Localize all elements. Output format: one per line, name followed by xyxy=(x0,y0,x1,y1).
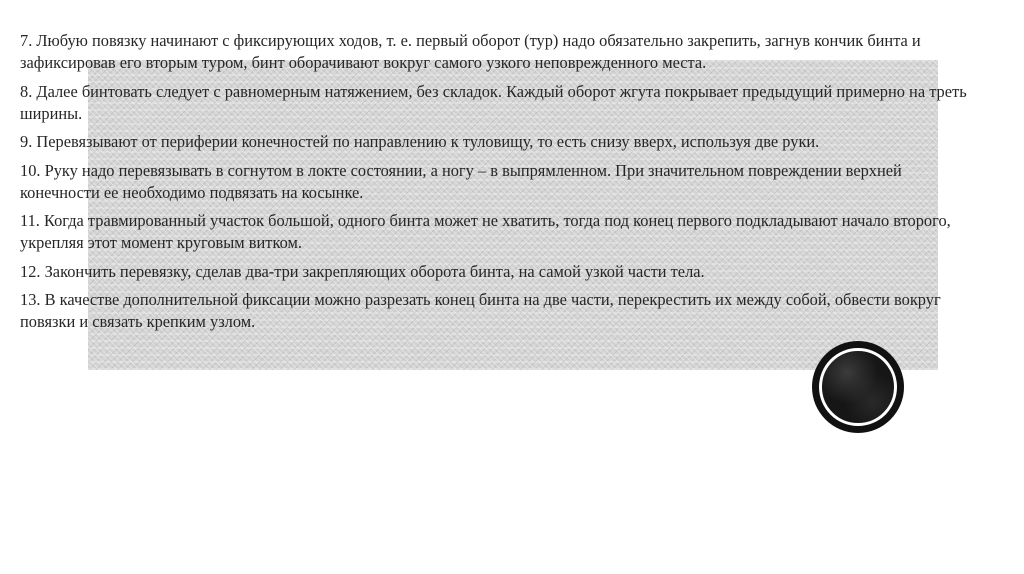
instruction-paragraph-11: 11. Когда травмированный участок большой, одного бинта может не хватить, тогда под конец первого подкладывают начало второго, укрепляя этот момент круговым витком. xyxy=(20,211,951,252)
instruction-list xyxy=(20,30,985,340)
decorative-circle xyxy=(812,341,904,433)
instruction-paragraph-7: 7. Любую повязку начинают с фиксирующих ходов, т. е. первый оборот (тур) надо обязательно закрепить, загнув кончик бинта и зафиксировав его вторым туром, бинт оборачивают вокруг самого узкого неповрежденного места. xyxy=(20,31,921,72)
instruction-paragraph-10: 10. Руку надо перевязывать в согнутом в локте состоянии, а ногу – в выпрямленном. При значительном повреждении верхней конечности ее необходимо подвязать на косынке. xyxy=(20,160,902,202)
instruction-paragraph-13: 13. В качестве дополнительной фиксации можно разрезать конец бинта на две части, перекрестить их между собой, обвести вокруг повязки и связать крепким узлом. xyxy=(20,290,941,331)
instruction-paragraph-9: 9. Перевязывают от периферии конечностей по направлению к туловищу, то есть снизу вверх, используя две руки. xyxy=(20,132,820,151)
decorative-circle-ring xyxy=(819,348,897,426)
instruction-paragraph-8: 8. Далее бинтовать следует с равномерным натяжением, без складок. Каждый оборот жгута покрывает предыдущий примерно на треть ширины. xyxy=(20,81,967,123)
instruction-paragraph-12: 12. Закончить перевязку, сделав два-три закрепляющих оборота бинта, на самой узкой части тела. xyxy=(20,261,705,281)
